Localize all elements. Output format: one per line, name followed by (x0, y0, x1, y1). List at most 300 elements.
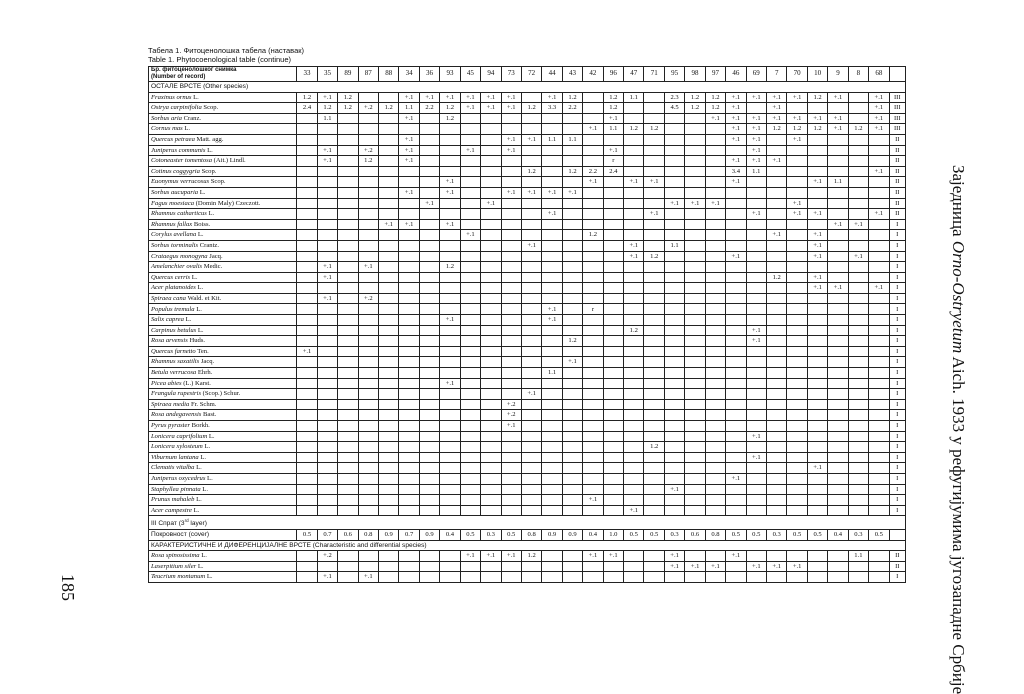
abundance-cell (460, 368, 480, 379)
abundance-cell (807, 304, 827, 315)
record-number-col-17: 71 (644, 67, 664, 82)
abundance-cell (685, 113, 705, 124)
abundance-cell: +.1 (869, 113, 889, 124)
abundance-cell: 2.4 (603, 166, 623, 177)
cover-value-cell: 0.3 (848, 530, 868, 541)
abundance-cell (726, 561, 746, 572)
abundance-cell (297, 452, 317, 463)
presence-class-cell: I (889, 325, 905, 336)
abundance-cell (440, 283, 460, 294)
abundance-cell (440, 156, 460, 167)
abundance-cell (746, 240, 766, 251)
abundance-cell (848, 187, 868, 198)
abundance-cell (562, 442, 582, 453)
cover-value-cell: 0.5 (297, 530, 317, 541)
abundance-cell (481, 177, 501, 188)
abundance-cell (297, 484, 317, 495)
abundance-cell (603, 442, 623, 453)
species-author: Matt. agg. (196, 136, 224, 144)
abundance-cell: +.1 (501, 145, 521, 156)
species-name-cell (149, 113, 297, 124)
abundance-cell (685, 325, 705, 336)
abundance-cell (297, 561, 317, 572)
abundance-cell (828, 495, 848, 506)
abundance-cell (746, 304, 766, 315)
record-number-col-21: 46 (726, 67, 746, 82)
abundance-cell (685, 262, 705, 273)
abundance-cell: +.1 (828, 219, 848, 230)
abundance-cell (644, 145, 664, 156)
abundance-cell (542, 346, 562, 357)
species-name-cell (149, 346, 297, 357)
abundance-cell (338, 187, 358, 198)
abundance-cell (297, 463, 317, 474)
abundance-cell (726, 240, 746, 251)
abundance-cell (603, 187, 623, 198)
abundance-cell (358, 495, 378, 506)
presence-class-cell: I (889, 293, 905, 304)
abundance-cell (542, 484, 562, 495)
abundance-cell (440, 346, 460, 357)
abundance-cell (664, 336, 684, 347)
abundance-cell (664, 166, 684, 177)
cover-value-cell: 0.8 (705, 530, 725, 541)
abundance-cell: +.1 (726, 551, 746, 562)
abundance-cell (583, 113, 603, 124)
abundance-cell (869, 452, 889, 463)
abundance-cell (562, 283, 582, 294)
abundance-cell (338, 495, 358, 506)
abundance-cell (501, 230, 521, 241)
abundance-cell (624, 230, 644, 241)
abundance-cell (848, 505, 868, 516)
abundance-cell (379, 166, 399, 177)
abundance-cell (664, 230, 684, 241)
abundance-cell (767, 304, 787, 315)
record-number-col-5: 34 (399, 67, 419, 82)
abundance-cell (440, 145, 460, 156)
abundance-cell (379, 283, 399, 294)
species-row (149, 346, 906, 357)
abundance-cell (297, 251, 317, 262)
abundance-cell (807, 346, 827, 357)
abundance-cell (726, 230, 746, 241)
species-name-cell (149, 378, 297, 389)
abundance-cell (521, 463, 541, 474)
layer3-label-row (149, 516, 906, 530)
abundance-cell: 1.2 (767, 272, 787, 283)
abundance-cell (685, 442, 705, 453)
abundance-cell (358, 431, 378, 442)
abundance-cell: +.1 (481, 92, 501, 103)
abundance-cell: 2.2 (419, 103, 439, 114)
abundance-cell (869, 198, 889, 209)
abundance-cell (379, 240, 399, 251)
abundance-cell (583, 505, 603, 516)
abundance-cell (460, 240, 480, 251)
abundance-cell: +.1 (603, 113, 623, 124)
abundance-cell (419, 495, 439, 506)
abundance-cell (501, 177, 521, 188)
abundance-cell (297, 209, 317, 220)
abundance-cell (848, 346, 868, 357)
abundance-cell (297, 325, 317, 336)
abundance-cell (705, 293, 725, 304)
abundance-cell (419, 551, 439, 562)
abundance-cell: +.1 (664, 551, 684, 562)
abundance-cell (521, 145, 541, 156)
abundance-cell (767, 187, 787, 198)
abundance-cell: +.1 (399, 156, 419, 167)
species-author: Ten. (197, 347, 209, 355)
abundance-cell (603, 399, 623, 410)
abundance-cell (338, 293, 358, 304)
presence-class-cell: I (889, 357, 905, 368)
abundance-cell (828, 272, 848, 283)
abundance-cell (603, 230, 623, 241)
abundance-cell: +.1 (746, 336, 766, 347)
record-number-col-28: 68 (869, 67, 889, 82)
abundance-cell (419, 442, 439, 453)
abundance-cell (828, 551, 848, 562)
abundance-cell (481, 484, 501, 495)
abundance-cell (624, 187, 644, 198)
abundance-cell (664, 124, 684, 135)
abundance-cell (807, 145, 827, 156)
abundance-cell: +.1 (869, 103, 889, 114)
species-row (149, 304, 906, 315)
abundance-cell (358, 336, 378, 347)
abundance-cell (828, 572, 848, 583)
abundance-cell (542, 505, 562, 516)
abundance-cell (379, 572, 399, 583)
abundance-cell (358, 187, 378, 198)
abundance-cell: 1.2 (644, 442, 664, 453)
abundance-cell (726, 187, 746, 198)
presence-class-cell: I (889, 272, 905, 283)
abundance-cell (521, 346, 541, 357)
abundance-cell (440, 251, 460, 262)
abundance-cell (787, 572, 807, 583)
abundance-cell: +.1 (317, 293, 337, 304)
abundance-cell (379, 399, 399, 410)
abundance-cell (521, 113, 541, 124)
abundance-cell (297, 378, 317, 389)
abundance-cell (685, 357, 705, 368)
species-name: Euonymus verrucosus (151, 178, 210, 186)
abundance-cell (624, 113, 644, 124)
abundance-cell (440, 421, 460, 432)
abundance-cell: +.1 (807, 177, 827, 188)
abundance-cell (583, 561, 603, 572)
abundance-cell (685, 124, 705, 135)
species-name-cell (149, 473, 297, 484)
abundance-cell (726, 410, 746, 421)
abundance-cell: 2.2 (562, 103, 582, 114)
abundance-cell (481, 124, 501, 135)
abundance-cell (807, 325, 827, 336)
abundance-cell (440, 198, 460, 209)
abundance-cell (828, 187, 848, 198)
species-row (149, 209, 906, 220)
abundance-cell (726, 421, 746, 432)
abundance-cell: +.1 (399, 134, 419, 145)
abundance-cell (317, 484, 337, 495)
record-number-col-8: 45 (460, 67, 480, 82)
abundance-cell (358, 410, 378, 421)
abundance-cell (644, 368, 664, 379)
abundance-cell: +.1 (828, 283, 848, 294)
abundance-cell (705, 145, 725, 156)
abundance-cell: +.1 (869, 283, 889, 294)
abundance-cell (828, 505, 848, 516)
abundance-cell (419, 124, 439, 135)
abundance-cell: 1.2 (521, 166, 541, 177)
abundance-cell (828, 198, 848, 209)
abundance-cell (787, 346, 807, 357)
species-name: Cotoneaster tomentosa (151, 157, 212, 165)
species-name: Spiraea cana (151, 294, 186, 302)
abundance-cell (419, 177, 439, 188)
abundance-cell (501, 219, 521, 230)
abundance-cell (603, 572, 623, 583)
species-row (149, 315, 906, 326)
abundance-cell: +.1 (481, 551, 501, 562)
abundance-cell: 1.1 (848, 551, 868, 562)
abundance-cell (562, 198, 582, 209)
abundance-cell (685, 145, 705, 156)
abundance-cell (440, 399, 460, 410)
species-author: L. (196, 305, 202, 313)
species-author: Jacq. (209, 252, 223, 260)
record-number-col-18: 95 (664, 67, 684, 82)
abundance-cell (685, 134, 705, 145)
species-author: Bast. (203, 411, 217, 419)
abundance-cell (807, 293, 827, 304)
abundance-cell (869, 368, 889, 379)
presence-class-cell: I (889, 262, 905, 273)
abundance-cell (460, 293, 480, 304)
abundance-cell (767, 399, 787, 410)
abundance-cell: +.1 (848, 219, 868, 230)
abundance-cell (379, 198, 399, 209)
abundance-cell: +.1 (807, 240, 827, 251)
abundance-cell (399, 262, 419, 273)
abundance-cell (419, 572, 439, 583)
abundance-cell (481, 304, 501, 315)
abundance-cell: +.2 (358, 293, 378, 304)
abundance-cell (542, 272, 562, 283)
abundance-cell (481, 442, 501, 453)
abundance-cell (644, 399, 664, 410)
abundance-cell (338, 389, 358, 400)
abundance-cell: +.1 (869, 124, 889, 135)
section-other-species-label: ОСТАЛЕ ВРСТЕ (Other species) (149, 82, 906, 93)
abundance-cell (562, 505, 582, 516)
abundance-cell (767, 166, 787, 177)
record-number-col-13: 43 (562, 67, 582, 82)
abundance-cell (419, 166, 439, 177)
abundance-cell (828, 410, 848, 421)
abundance-cell: 1.1 (399, 103, 419, 114)
abundance-cell (297, 177, 317, 188)
abundance-cell (460, 572, 480, 583)
abundance-cell (664, 473, 684, 484)
abundance-cell (746, 442, 766, 453)
abundance-cell (562, 484, 582, 495)
species-name: Rosa andegavensis (151, 411, 202, 419)
abundance-cell (399, 473, 419, 484)
abundance-cell (767, 198, 787, 209)
abundance-cell (379, 463, 399, 474)
abundance-cell (644, 505, 664, 516)
abundance-cell (562, 378, 582, 389)
abundance-cell (521, 156, 541, 167)
abundance-cell (379, 113, 399, 124)
abundance-cell (726, 378, 746, 389)
abundance-cell (807, 134, 827, 145)
abundance-cell (460, 304, 480, 315)
abundance-cell (644, 166, 664, 177)
abundance-cell (603, 410, 623, 421)
presence-class-cell: III (889, 113, 905, 124)
abundance-cell (338, 378, 358, 389)
abundance-cell (603, 272, 623, 283)
abundance-cell (542, 452, 562, 463)
abundance-cell: +.1 (583, 495, 603, 506)
species-author: L. (196, 496, 202, 504)
cover-value-cell: 0.9 (542, 530, 562, 541)
abundance-cell (338, 219, 358, 230)
abundance-cell (481, 145, 501, 156)
abundance-cell (358, 357, 378, 368)
abundance-cell (828, 230, 848, 241)
abundance-cell (746, 399, 766, 410)
abundance-cell (542, 240, 562, 251)
abundance-cell (419, 431, 439, 442)
cover-value-cell: 0.4 (828, 530, 848, 541)
abundance-cell (460, 389, 480, 400)
cover-value-cell: 0.9 (379, 530, 399, 541)
abundance-cell (746, 219, 766, 230)
cover-value-cell: 0.5 (460, 530, 480, 541)
presence-class-cell: I (889, 484, 905, 495)
abundance-cell (399, 272, 419, 283)
abundance-cell (828, 368, 848, 379)
abundance-cell (338, 304, 358, 315)
abundance-cell (767, 421, 787, 432)
abundance-cell (685, 505, 705, 516)
abundance-cell (583, 240, 603, 251)
abundance-cell (624, 421, 644, 432)
abundance-cell (603, 431, 623, 442)
species-author: Borkh. (191, 422, 210, 430)
page-number: 185 (58, 574, 78, 601)
abundance-cell: +.1 (787, 209, 807, 220)
abundance-cell: +.1 (399, 187, 419, 198)
abundance-cell (685, 410, 705, 421)
abundance-cell (358, 346, 378, 357)
abundance-cell (869, 230, 889, 241)
species-author: L. (204, 443, 211, 451)
abundance-cell (460, 209, 480, 220)
species-name-cell (149, 240, 297, 251)
abundance-cell (664, 177, 684, 188)
species-author: L. (208, 432, 215, 440)
abundance-cell (767, 495, 787, 506)
abundance-cell (501, 124, 521, 135)
abundance-cell (869, 325, 889, 336)
abundance-cell (726, 463, 746, 474)
abundance-cell (297, 272, 317, 283)
abundance-cell (848, 473, 868, 484)
abundance-cell (624, 484, 644, 495)
species-name-cell (149, 92, 297, 103)
abundance-cell (746, 198, 766, 209)
record-number-label-en: (Number of record) (151, 74, 206, 80)
abundance-cell (705, 431, 725, 442)
abundance-cell (767, 572, 787, 583)
record-number-col-15: 96 (603, 67, 623, 82)
species-name-cell (149, 463, 297, 474)
abundance-cell (358, 561, 378, 572)
abundance-cell (583, 262, 603, 273)
abundance-cell (358, 198, 378, 209)
abundance-cell (787, 368, 807, 379)
abundance-cell (869, 431, 889, 442)
abundance-cell (297, 442, 317, 453)
abundance-cell (848, 378, 868, 389)
abundance-cell (460, 251, 480, 262)
abundance-cell (664, 410, 684, 421)
abundance-cell (460, 399, 480, 410)
abundance-cell (705, 378, 725, 389)
abundance-cell (767, 134, 787, 145)
abundance-cell (481, 410, 501, 421)
presence-class-cell: II (889, 156, 905, 167)
species-row (149, 92, 906, 103)
abundance-cell (358, 283, 378, 294)
abundance-cell (787, 177, 807, 188)
abundance-cell (481, 230, 501, 241)
abundance-cell (869, 336, 889, 347)
abundance-cell (807, 368, 827, 379)
abundance-cell (562, 368, 582, 379)
species-row (149, 336, 906, 347)
abundance-cell (767, 145, 787, 156)
abundance-cell (338, 283, 358, 294)
side-running-title (948, 165, 968, 694)
species-row (149, 124, 906, 135)
abundance-cell (501, 293, 521, 304)
abundance-cell: 1.1 (542, 134, 562, 145)
presence-class-cell: I (889, 378, 905, 389)
presence-class-cell: I (889, 251, 905, 262)
abundance-cell (419, 272, 439, 283)
abundance-cell (787, 473, 807, 484)
abundance-cell (685, 166, 705, 177)
abundance-cell (869, 357, 889, 368)
abundance-cell (419, 219, 439, 230)
abundance-cell (460, 336, 480, 347)
abundance-cell (379, 177, 399, 188)
abundance-cell: +.2 (358, 103, 378, 114)
abundance-cell (644, 495, 664, 506)
abundance-cell: +.1 (787, 134, 807, 145)
abundance-cell: +.1 (440, 177, 460, 188)
abundance-cell: 1.2 (644, 124, 664, 135)
abundance-cell (521, 399, 541, 410)
